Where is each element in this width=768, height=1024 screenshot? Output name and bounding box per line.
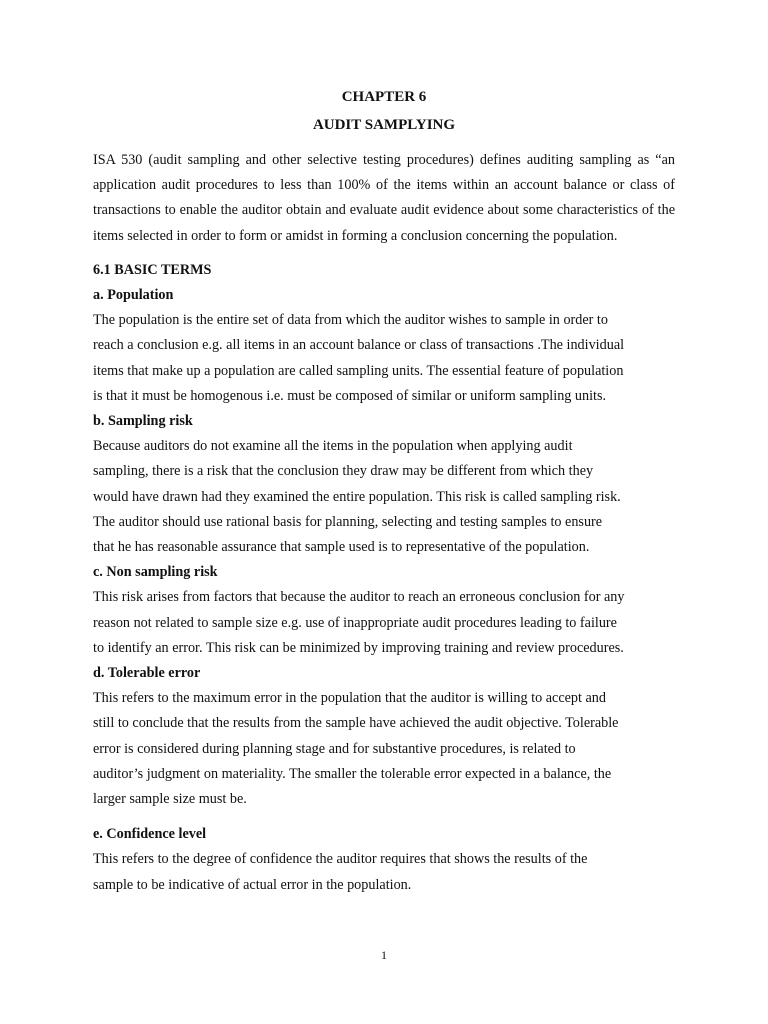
intro-paragraph: ISA 530 (audit sampling and other selective testing procedures) defines auditing sampling as “an application audit procedures to less than 100% of the items within an account balance or class of transactions to enable the auditor obtain and evaluate audit evidence about some characteristics of the items selected in order to form or amidst in forming a conclusion concerning the population.: [93, 152, 675, 244]
term-heading-non-sampling-risk: c. Non sampling risk: [93, 564, 218, 581]
text-line: This refers to the maximum error in the population that the auditor is willing to accept and: [93, 690, 606, 707]
term-heading-confidence-level: e. Confidence level: [93, 826, 207, 843]
text-line: This refers to the degree of confidence the auditor requires that shows the results of the: [93, 851, 588, 868]
text-line: is that it must be homogenous i.e. must be composed of similar or uniform sampling units.: [93, 387, 607, 404]
text-line: Because auditors do not examine all the items in the population when applying audit: [93, 438, 573, 455]
text-line: auditor’s judgment on materiality. The smaller the tolerable error expected in a balance, the: [93, 765, 612, 782]
text-line: items that make up a population are called sampling units. The essential feature of population: [93, 362, 624, 379]
text-line: reach a conclusion e.g. all items in an account balance or class of transactions .The individual: [93, 337, 625, 354]
text-line: larger sample size must be.: [93, 791, 247, 808]
text-line: reason not related to sample size e.g. use of inappropriate audit procedures leading to failure: [93, 614, 617, 631]
page-number: 1: [381, 948, 387, 962]
text-line: sample to be indicative of actual error in the population.: [93, 876, 412, 893]
term-heading-sampling-risk: b. Sampling risk: [93, 413, 193, 430]
document-body: [93, 148, 675, 898]
term-heading-tolerable-error: d. Tolerable error: [93, 665, 201, 682]
text-line: error is considered during planning stage and for substantive procedures, is related to: [93, 740, 576, 757]
text-line: to identify an error. This risk can be minimized by improving training and review procedures.: [93, 639, 624, 656]
text-line: This risk arises from factors that because the auditor to reach an erroneous conclusion for any: [93, 589, 625, 606]
chapter-title: CHAPTER 6: [341, 89, 427, 105]
text-line: would have drawn had they examined the entire population. This risk is called sampling risk.: [93, 488, 621, 505]
text-line: The population is the entire set of data from which the auditor wishes to sample in order to: [93, 312, 608, 329]
text-line: sampling, there is a risk that the conclusion they draw may be different from which they: [93, 463, 594, 480]
text-line: The auditor should use rational basis for planning, selecting and testing samples to ensure: [93, 513, 603, 530]
section-heading: 6.1 BASIC TERMS: [93, 261, 212, 278]
text-line: still to conclude that the results from the sample have achieved the audit objective. Tolerable: [93, 715, 619, 732]
chapter-subtitle: AUDIT SAMPLYING: [312, 117, 456, 133]
term-heading-population: a. Population: [93, 287, 174, 304]
text-line: that he has reasonable assurance that sample used is to representative of the population.: [93, 539, 590, 556]
